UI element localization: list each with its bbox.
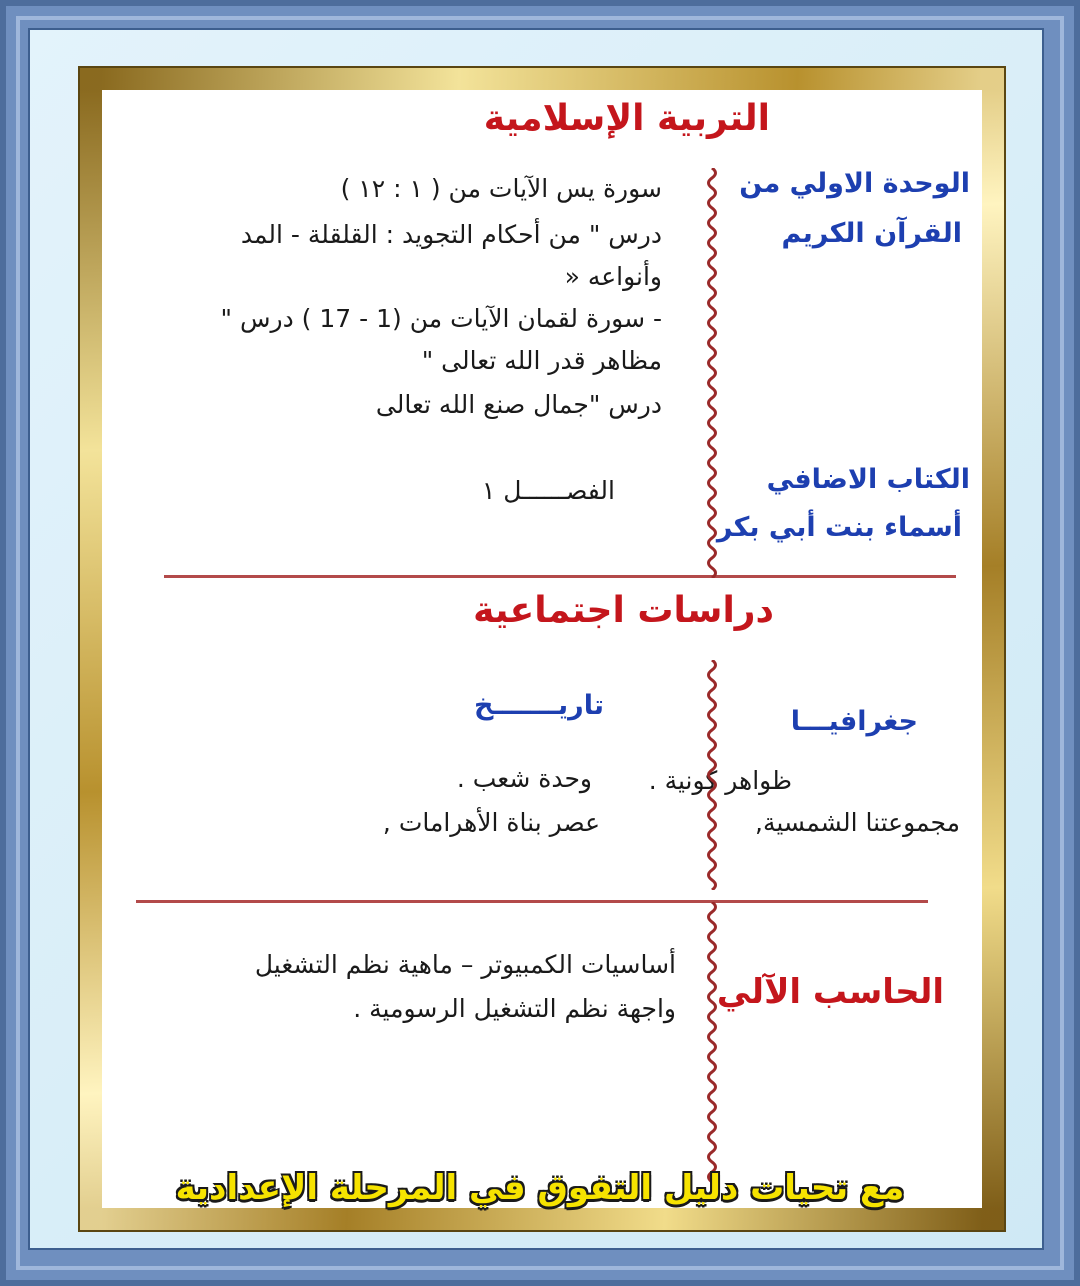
- islamic-chapter: الفصــــــل ١: [481, 476, 615, 505]
- islamic-unit-line2: القرآن الكريم: [781, 218, 962, 249]
- islamic-unit-line1: الوحدة الاولي من: [739, 168, 970, 199]
- history-label: تاريـــــــخ: [473, 690, 604, 721]
- wavy-separator-1: [700, 168, 724, 578]
- divider-1: [164, 575, 956, 578]
- page-paper: [102, 90, 982, 1208]
- islamic-line-4: - سورة لقمان الآيات من (1 - 17 ) درس ": [220, 304, 662, 333]
- geography-line-2: مجموعتنا الشمسية,: [755, 808, 960, 837]
- islamic-book-line1: الكتاب الاضافي: [766, 464, 970, 495]
- footer-banner: مع تحيات دليل التفوق في المرحلة الإعدادية: [175, 1168, 905, 1208]
- computer-line-1: أساسيات الكمبيوتر – ماهية نظم التشغيل: [254, 950, 676, 979]
- computer-line-2: واجهة نظم التشغيل الرسومية .: [353, 994, 676, 1023]
- geography-line-1: ظواهر كونية .: [648, 766, 792, 795]
- divider-2: [136, 900, 928, 903]
- wavy-separator-3: [700, 902, 724, 1192]
- islamic-line-2: درس " من أحكام التجويد : القلقلة - المد: [240, 220, 662, 249]
- history-line-2: عصر بناة الأهرامات ,: [382, 808, 600, 837]
- computer-label: الحاسب الآلي: [716, 972, 944, 1012]
- islamic-book-line2: أسماء بنت أبي بكر: [716, 512, 962, 543]
- geography-label: جغرافيـــا: [790, 706, 918, 737]
- wavy-separator-2: [700, 660, 724, 890]
- social-title: دراسات اجتماعية: [473, 590, 774, 631]
- history-line-1: وحدة شعب .: [456, 764, 592, 793]
- islamic-line-5: مظاهر قدر الله تعالى ": [421, 346, 662, 375]
- islamic-line-1: سورة يس الآيات من ( ١ : ١٢ ): [340, 174, 662, 203]
- islamic-line-6: درس "جمال صنع الله تعالى: [375, 390, 662, 419]
- islamic-line-3: وأنواعه «: [564, 262, 662, 291]
- islamic-title: التربية الإسلامية: [483, 98, 770, 139]
